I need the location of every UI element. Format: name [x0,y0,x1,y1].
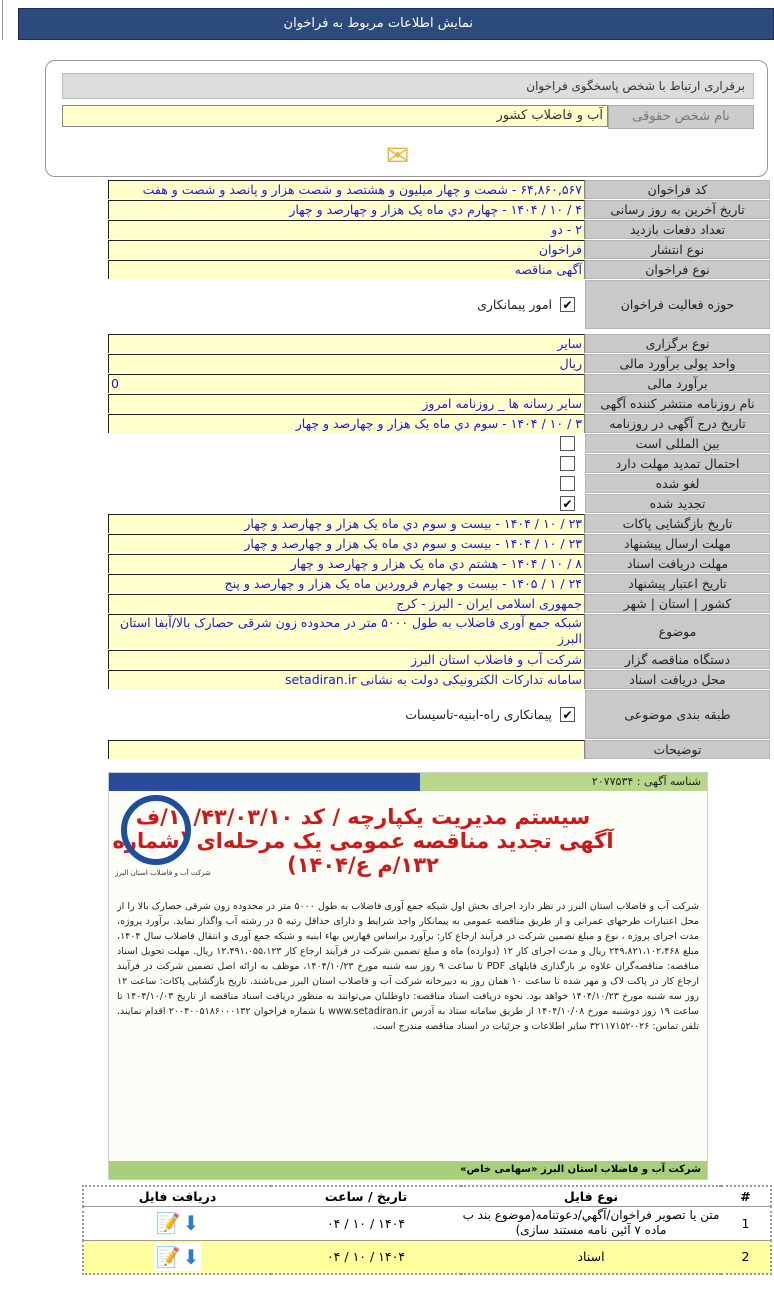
field-label: توضیحات [585,740,770,759]
download-arrow-icon[interactable]: ⬇ [182,1244,200,1269]
field-row [108,180,770,200]
flag-row [108,474,770,494]
activity-value: امور پیمانکاری [477,296,552,312]
field-label: برآورد مالی [585,374,770,393]
international-checkbox[interactable] [560,436,575,451]
col-number: # [740,1188,751,1204]
field-row [108,374,770,394]
notes-row [108,740,770,760]
details-table [108,180,770,760]
contact-title: برقراری ارتباط با شخص پاسخگوی فراخوان [62,73,754,99]
field-label: کد فراخوان [585,180,770,199]
activity-row [108,280,770,330]
field-label: طبقه بندی موضوعی [585,690,770,739]
field-row [108,554,770,574]
category-value: پیمانکاری راه-ابنیه-تاسیسات [405,706,552,722]
field-label: تعداد دفعات بازدید [585,220,770,239]
contact-panel [45,60,768,177]
field-value: ۶۴,۸۶۰,۵۶۷ - شصت و چهار میلیون و هشتصد و شصت هزار و پانصد و شصت و هفت [108,180,585,199]
page-border [2,0,3,40]
envelope-icon[interactable]: ✉ [386,139,410,172]
file-type: متن یا تصویر فراخوان/آگهي/دعوتنامه(موضوع بند ب ماده ۷ آئین نامه مستند سازی) [461,1206,721,1240]
field-label: مهلت ارسال پیشنهاد [585,534,770,553]
flag-row [108,494,770,514]
field-row [108,354,770,374]
flag-label: احتمال تمدید مهلت دارد [585,454,770,473]
field-value: جمهوری اسلامی ایران - البرز - کرج [108,594,585,613]
flag-label: لغو شده [585,474,770,493]
col-download: دریافت فایل [138,1188,217,1204]
flag-row [108,434,770,454]
field-value: ۸ / ۱۰ / ۱۴۰۴ - هشتم دي ماه یک هزار و چهارصد و چهار [108,554,585,573]
field-row [108,200,770,220]
subject-row [108,614,770,650]
field-row [108,240,770,260]
table-row [83,1206,771,1240]
field-label: واحد پولی برآورد مالی [585,354,770,373]
field-label: تاریخ اعتبار پیشنهاد [585,574,770,593]
field-value: ۴ / ۱۰ / ۱۴۰۴ - چهارم دي ماه یک هزار و چهارصد و چهار [108,200,585,219]
row-number: 1 [721,1206,771,1240]
flag-label: تجدید شده [585,494,770,513]
extension-checkbox[interactable] [560,456,575,471]
activity-checkbox[interactable]: ✔ [560,297,575,312]
field-label: دستگاه مناقصه گزار [585,650,770,669]
field-row [108,414,770,434]
ad-id: شناسه آگهی : ۲۰۷۷۵۳۴ [109,773,707,791]
company-logo [121,795,191,865]
logo-text: شرکت آب و فاضلاب استان البرز [115,869,211,877]
notes-value [108,740,585,759]
field-label: نام روزنامه منتشر کننده آگهی [585,394,770,413]
ad-title-1: سیستم مدیریت یکپارچه / کد ۱۰/۴۳/۰۳/۱۰/ف [135,805,591,829]
field-value: ۲۳ / ۱۰ / ۱۴۰۴ - بیست و سوم دي ماه یک هزار و چهارصد و چهار [108,514,585,533]
legal-person-value: آب و فاضلاب کشور [62,105,608,127]
field-value: ۲۴ / ۱ / ۱۴۰۵ - بیست و چهارم فروردین ماه یک هزار و چهارصد و پنج [108,574,585,593]
field-label: مهلت دریافت اسناد [585,554,770,573]
advertisement-image[interactable] [108,772,708,1180]
field-value: ۲۳ / ۱۰ / ۱۴۰۴ - بیست و سوم دي ماه یک هزار و چهارصد و چهار [108,534,585,553]
renewed-checkbox[interactable]: ✔ [560,496,575,511]
field-value: آگهی مناقصه [108,260,585,279]
field-value: ۲ - دو [108,220,585,239]
page-title: نمایش اطلاعات مربوط به فراخوان [18,8,774,40]
table-row [83,1240,771,1274]
field-label: تاریخ بازگشایی پاکات [585,514,770,533]
field-value: 0 [108,374,585,393]
flag-row [108,454,770,474]
field-row [108,574,770,594]
legal-person-label: نام شخص حقوقی [608,105,754,129]
field-row [108,650,770,670]
field-value: فراخوان [108,240,585,259]
field-label: حوزه فعالیت فراخوان [585,280,770,329]
field-label: تاریخ درج آگهی در روزنامه [585,414,770,433]
file-date: ۱۴۰۴ / ۱۰ / ۰۴ [271,1240,461,1274]
ad-body: شرکت آب و فاضلاب استان البرز در نظر دارد اجرای بخش اول شبکه جمع آوری فاضلاب به طول ۵۰۰۰ متر در محدوده زون شرقی حصارک بالا را از محل اعتبارات طرحهای عمرانی و از طریق مناقصه عمومی به پیمانکار واجد شرایط و دارای حداقل رتبه ۵ در رشته آب واگذار نماید. برآورد پروژه، مدت اجرای پروژه ، نوع و مبلغ تضمین شرکت در فرآیند ارجاع کار: برآورد براساس فهارس بهاء ابنیه و شبکه جمع آوری و انتقال فاضلاب سال ۱۴۰۴، مبلغ ۲۴۹،۸۲۱،۱۰۲،۴۶۸ ریال و مدت اجرای کار ۱۲ (دوازده) ماه و مبلغ تضمین شرکت در فرآیند ارجاع کار ۱۲،۴۹۱،۰۵۵،۱۲۳ ریال. مهلت تحویل اسناد مناقصه: مناقصه‌گران علاوه بر بارگذاری فایلهای PDF تا ساعت ۹ روز سه شنبه مورخ ۱۴۰۴/۱۰/۲۳، موظف به ارائه اصل تضمین شرکت در فرآیند ارجاع کار در پاکت لاک و مهر شده تا ساعت ۱۰ همان روز به دبیرخانه شرکت آب و فاضلاب استان البرز می‌باشند. تاریخ بازگشایی پاکات: ساعت ۱۲ روز سه شنبه مورخ ۱۴۰۴/۱۰/۲۳ خواهد بود. نحوه دریافت اسناد مناقصه: داوطلبان می‌توانند به منظور دریافت اسناد مناقصه از تاریخ ۱۴۰۴/۱۰/۰۳ تا ساعت ۱۹ روز دوشنبه مورخ ۱۴۰۴/۱۰/۰۸ از طریق سامانه ستاد به آدرس www.setadiran.ir با شماره فراخوان ۲۰۰۴۰۰۵۱۸۶۰۰۰۱۳۲ اقدام نمایند. تلفن تماس: ۰۲۶-۳۲۱۱۷۱۵۲ سایر اطلاعات و جزئیات در اسناد مناقصه مندرج است. [117,901,699,1032]
category-row [108,690,770,740]
edit-document-icon[interactable]: 📝 [155,1211,181,1235]
field-row [108,220,770,240]
field-label: نوع فراخوان [585,260,770,279]
field-label: کشور | استان | شهر [585,594,770,613]
col-date: تاریخ / ساعت [324,1188,408,1204]
flag-label: بین المللی است [585,434,770,453]
field-label: محل دریافت اسناد [585,670,770,689]
file-type: اسناد [461,1240,721,1274]
download-arrow-icon[interactable]: ⬇ [182,1211,200,1235]
field-value: ریال [108,354,585,373]
field-value: سایر [108,334,585,353]
field-row [108,260,770,280]
ad-footer: شرکت آب و فاضلاب استان البرز «سهامی خاص» [109,1161,707,1179]
field-row [108,514,770,534]
table-header [83,1186,771,1206]
field-value: سامانه تدارکات الکترونیکی دولت به نشانی setadiran.ir [108,670,585,689]
subject-value: شبکه جمع آوری فاضلاب به طول ۵۰۰۰ متر در محدوده زون شرقی حصارک بالا/آبفا استان البرز [108,614,585,649]
cancelled-checkbox[interactable] [560,476,575,491]
field-row [108,334,770,354]
row-number: 2 [721,1240,771,1274]
col-type: نوع فایل [563,1188,619,1204]
category-checkbox[interactable]: ✔ [560,707,575,722]
field-row [108,394,770,414]
field-value: سایر رسانه ها _ روزنامه امروز [108,394,585,413]
file-date: ۱۴۰۴ / ۱۰ / ۰۴ [271,1206,461,1240]
field-label: نوع انتشار [585,240,770,259]
field-label: نوع برگزاری [585,334,770,353]
edit-document-icon[interactable]: 📝 [155,1244,181,1269]
ad-title-2: آگهی تجدید مناقصه عمومی یک مرحله‌ای (شماره ۱۳۲/م ع/۱۴۰۴) [112,829,614,877]
field-row [108,534,770,554]
field-row [108,670,770,690]
field-value: شرکت آب و فاضلاب استان البرز [108,650,585,669]
field-row [108,594,770,614]
field-label: موضوع [585,614,770,649]
field-value: ۳ / ۱۰ / ۱۴۰۴ - سوم دي ماه یک هزار و چهارصد و چهار [108,414,585,433]
field-label: تاریخ آخرین به روز رسانی [585,200,770,219]
files-table [82,1185,772,1275]
